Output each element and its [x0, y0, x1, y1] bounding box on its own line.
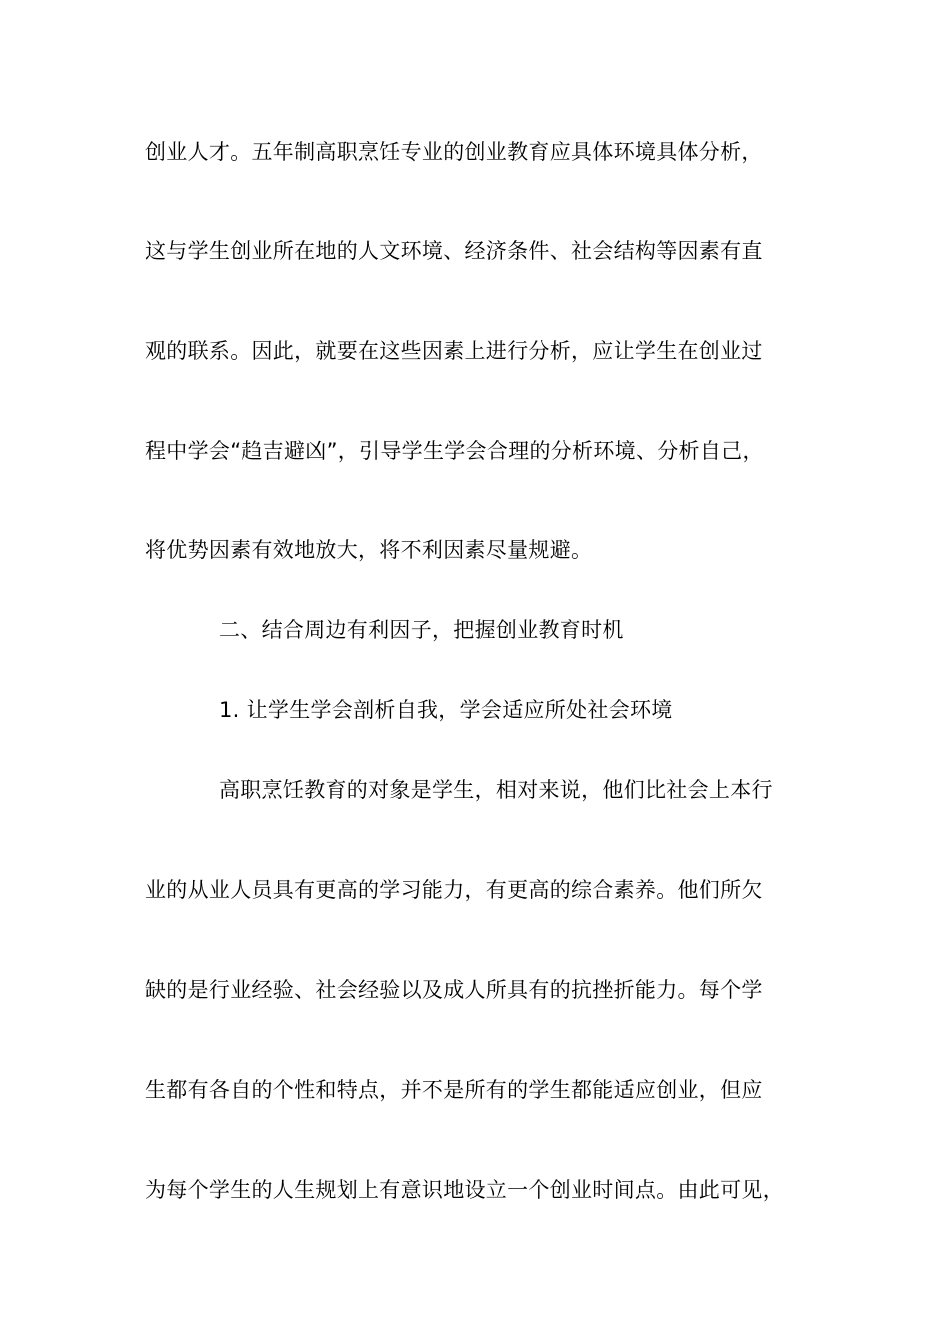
- paragraph-line: 生都有各自的个性和特点，并不是所有的学生都能适应创业，但应: [145, 1078, 763, 1102]
- paragraph-line: 创业人才。五年制高职烹饪专业的创业教育应具体环境具体分析，: [145, 140, 763, 164]
- paragraph-line: 将优势因素有效地放大，将不利因素尽量规避。: [145, 538, 593, 562]
- paragraph-line: 为每个学生的人生规划上有意识地设立一个创业时间点。由此可见，: [145, 1178, 784, 1202]
- paragraph-line: 观的联系。因此，就要在这些因素上进行分析，应让学生在创业过: [145, 339, 763, 363]
- subsection-heading: 1. 让学生学会剖析自我，学会适应所处社会环境: [219, 698, 673, 722]
- paragraph-line: 程中学会“趋吉避凶”，引导学生学会合理的分析环境、分析自己，: [145, 439, 764, 463]
- paragraph-line: 业的从业人员具有更高的学习能力，有更高的综合素养。他们所欠: [145, 878, 763, 902]
- paragraph-line: 高职烹饪教育的对象是学生，相对来说，他们比社会上本行: [219, 778, 773, 802]
- paragraph-line: 这与学生创业所在地的人文环境、经济条件、社会结构等因素有直: [145, 239, 763, 263]
- section-heading: 二、结合周边有利因子，把握创业教育时机: [219, 618, 624, 642]
- paragraph-line: 缺的是行业经验、社会经验以及成人所具有的抗挫折能力。每个学: [145, 978, 763, 1002]
